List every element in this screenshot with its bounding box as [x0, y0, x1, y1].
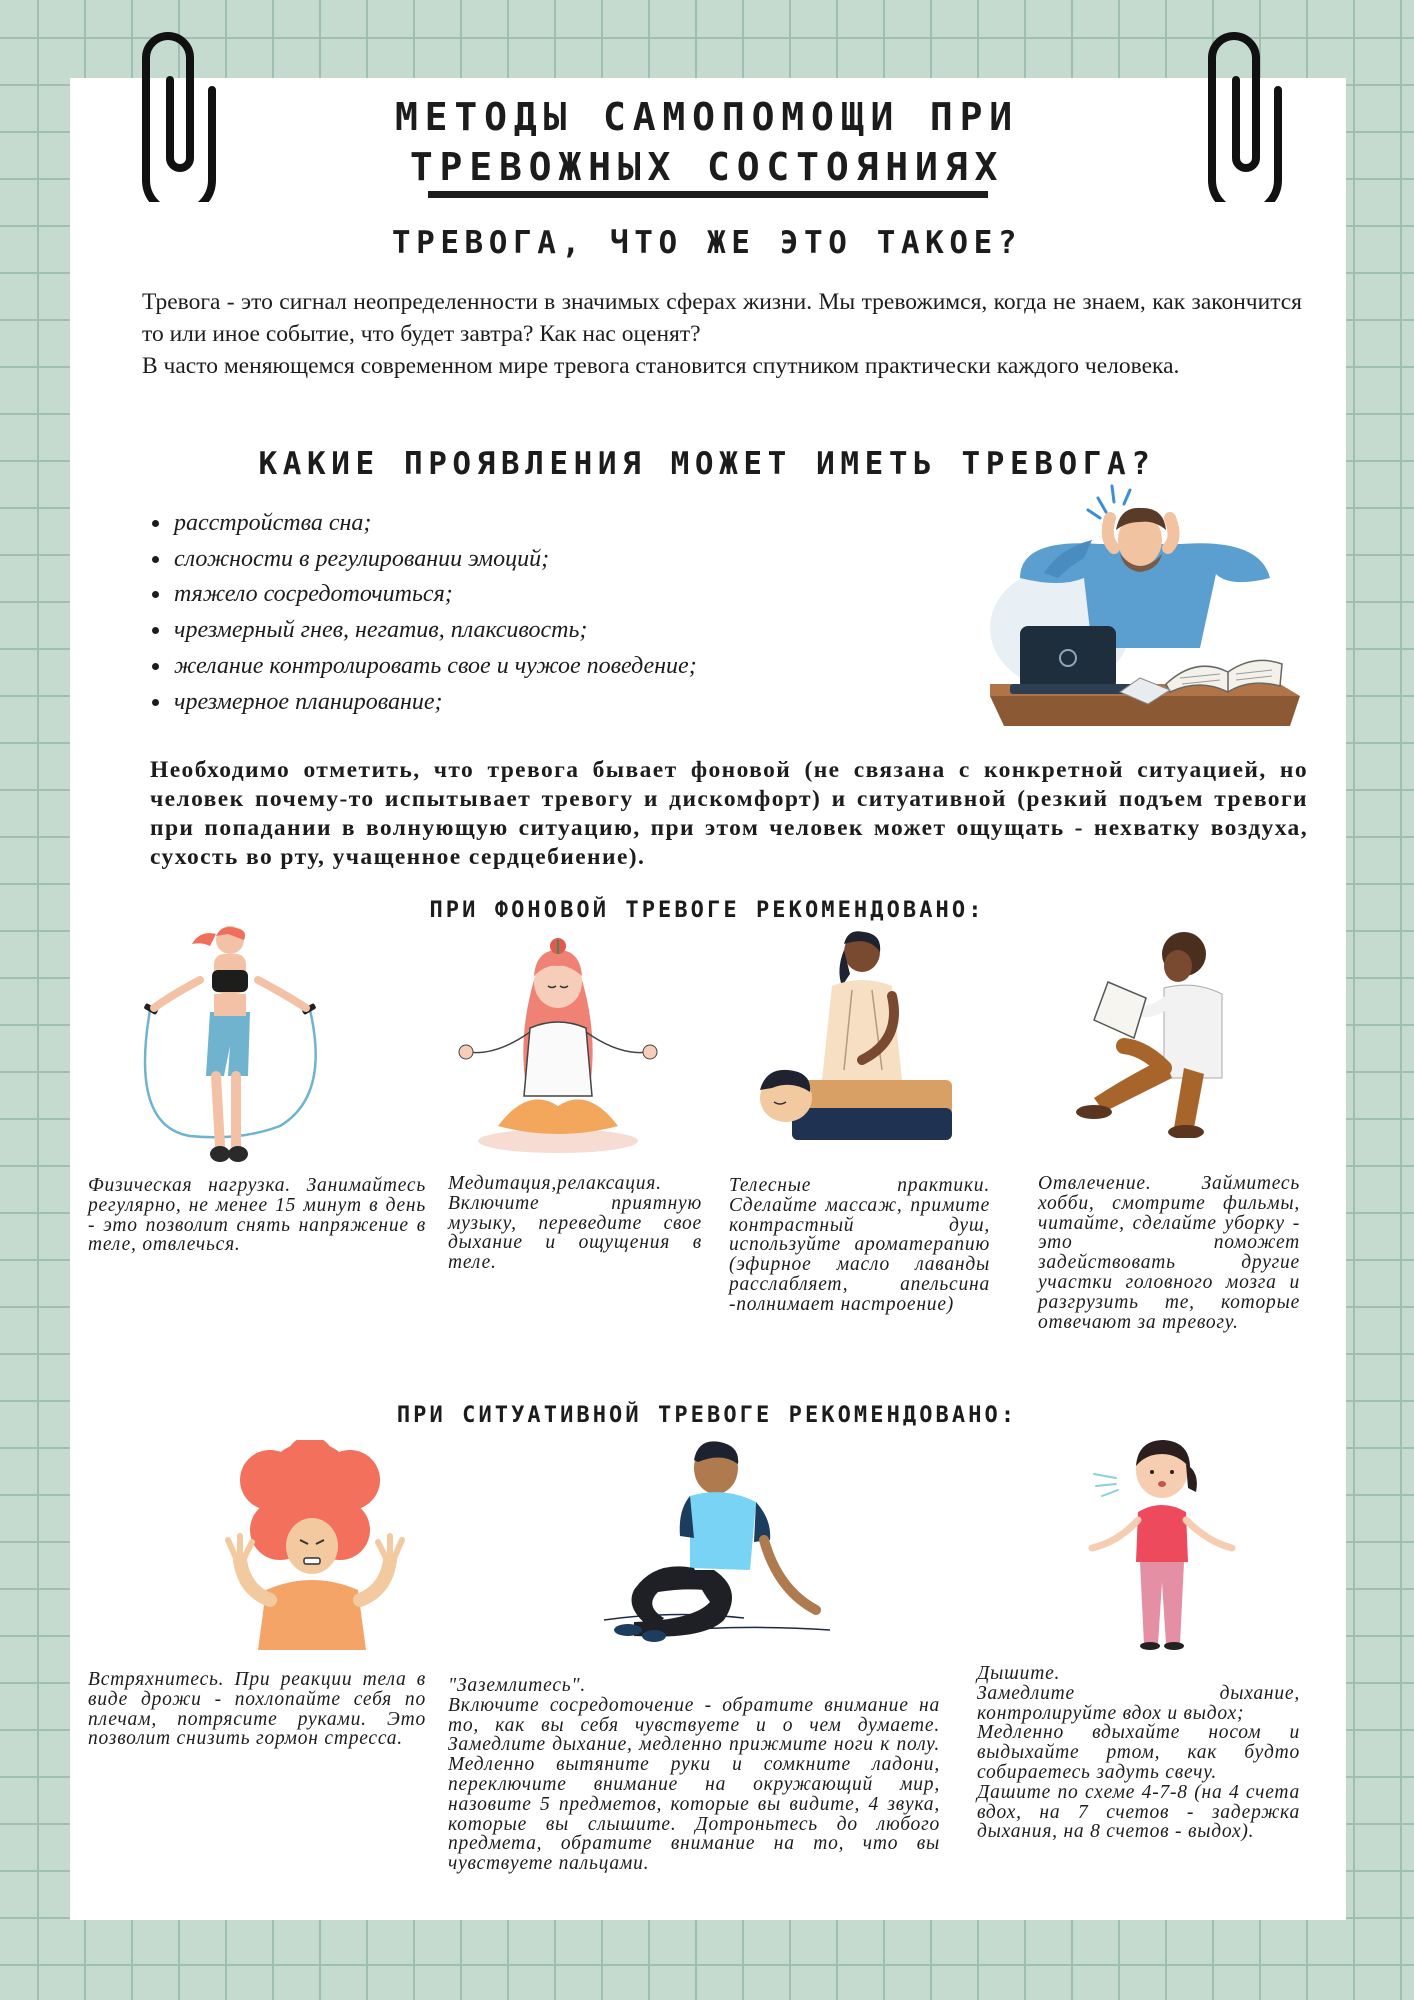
situational-tip-grounding: "Заземлитесь". Включите сосредоточение - обратите внимание на то, как вы себя чувствуете и о чем думаете. Замедлите дыхание, медленно прижмите ноги к полу. Медленно вытяните руки и сомкните ладони, переключите внимание на окружающий мир, назовите 5 предметов, которые вы видите, 4 звука, которые вы слышите. Дотроньтесь до любого предмета, обратите внимание на то, что вы чувствуете пальцами. — [448, 1675, 940, 1875]
intro-paragraph-2: В часто меняющемся современном мире тревога становится спутником практически каждого человека. — [142, 353, 1180, 379]
intro-paragraph-1: Тревога - это сигнал неопределенности в значимых сферах жизни. Мы тревожимся, когда не знаем, как закончится то или иное событие, что будет завтра? Как нас оценят? — [142, 289, 1302, 347]
page-title-line-1: МЕТОДЫ САМОПОМОЩИ ПРИ — [394, 95, 1020, 139]
background-tip-body-practices: Телесные практики. Сделайте массаж, примите контрастный душ, используйте ароматерапию (эфирное масло лаванды расслабляет, апельсина -полнимает настроение) — [729, 1175, 990, 1315]
list-item: • чрезмерное планирование; — [172, 685, 1012, 721]
meditation-illustration — [448, 936, 668, 1156]
section-heading-symptoms: КАКИЕ ПРОЯВЛЕНИЯ МОЖЕТ ИМЕТЬ ТРЕВОГА? — [258, 446, 1156, 482]
grounding-illustration — [594, 1440, 834, 1650]
background-tip-distraction: Отвлечение. Займитесь хобби, смотрите фильмы, читайте, сделайте уборку - это поможет задействовать другие участки головного мозга и разгрузить те, которые отвечают за тревогу. — [1038, 1173, 1300, 1333]
section-heading-what-is-anxiety: ТРЕВОГА, ЧТО ЖЕ ЭТО ТАКОЕ? — [391, 225, 1023, 261]
anxiety-types-note: Необходимо отметить, что тревога бывает фоновой (не связана с конкретной ситуацией, но человек почему-то испытывает тревогу и дискомфорт) и ситуативной (резкий подъем тревоги при попадании в волнующую ситуацию, при этом человек может ощущать - нехватку воздуха, сухость во рту, учащенное сердцебиение). — [150, 757, 1308, 870]
intro-text — [142, 286, 1302, 382]
stressed-man-laptop-illustration — [980, 478, 1300, 728]
page-title — [0, 92, 1414, 192]
massage-illustration — [752, 930, 952, 1150]
jump-rope-illustration — [130, 926, 330, 1176]
list-item: • расстройства сна; — [172, 506, 1012, 542]
section-heading-background-anxiety: ПРИ ФОНОВОЙ ТРЕВОГЕ РЕКОМЕНДОВАНО: — [429, 898, 985, 923]
background-tip-exercise: Физическая нагрузка. Занимайтесь регулярно, не менее 15 минут в день - это позволит снять напряжение в теле, отвлечься. — [88, 1175, 426, 1256]
symptoms-list — [144, 506, 1012, 720]
list-item: • желание контролировать свое и чужое поведение; — [172, 649, 1012, 685]
shaking-hands-illustration — [200, 1440, 430, 1650]
reading-man-illustration — [1054, 928, 1254, 1138]
situational-tip-shake: Встряхнитесь. При реакции тела в виде дрожи - похлопайте себя по плечам, потрясите руками. Это позволит снизить гормон стресса. — [88, 1669, 426, 1750]
breathing-illustration — [1082, 1432, 1252, 1652]
list-item: • чрезмерный гнев, негатив, плаксивость; — [172, 613, 1012, 649]
title-underline — [428, 191, 988, 198]
section-heading-situational-anxiety: ПРИ СИТУАТИВНОЙ ТРЕВОГЕ РЕКОМЕНДОВАНО: — [396, 1403, 1018, 1428]
situational-tip-breathing: Дышите. Замедлите дыхание, контролируйте вдох и выдох; Медленно вдыхайте носом и выдыхайте ртом, как будто собираетесь задуть свечу. Дашите по схеме 4-7-8 (на 4 счета вдох, на 7 счетов - задержка дыхания, на 8 счетов - выдох). — [977, 1663, 1300, 1843]
background-tip-meditation: Медитация,релаксация. Включите приятную музыку, переведите свое дыхание и ощущения в теле. — [448, 1173, 702, 1274]
page-title-line-2: ТРЕВОЖНЫХ СОСТОЯНИЯХ — [409, 145, 1005, 189]
list-item: • тяжело сосредоточиться; — [172, 577, 1012, 613]
list-item: • сложности в регулировании эмоций; — [172, 542, 1012, 578]
